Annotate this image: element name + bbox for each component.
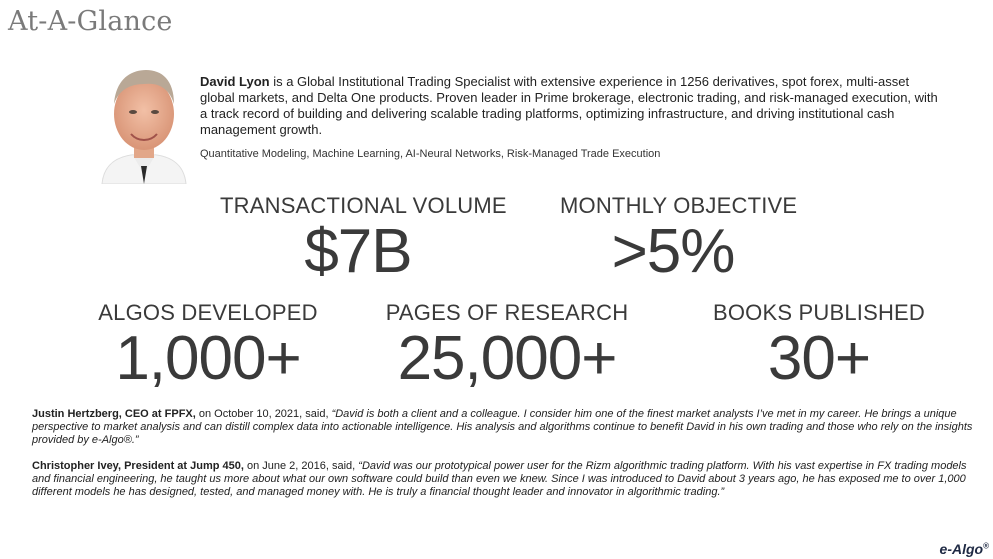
profile-name: David Lyon: [200, 74, 270, 89]
testimonial: [32, 460, 977, 499]
stat-value: 30+: [767, 324, 871, 393]
testimonial-intro: on October 10, 2021, said,: [195, 408, 332, 420]
stat-value: 1,000+: [115, 324, 301, 393]
expertise-tags: Quantitative Modeling, Machine Learning, AI-Neural Networks, Risk-Managed Trade Execution: [200, 148, 661, 160]
bio-paragraph: [200, 74, 940, 138]
stat-label: MONTHLY OBJECTIVE: [560, 193, 798, 218]
logo-mark: ®: [983, 541, 989, 551]
logo-text: e-Algo: [939, 541, 984, 557]
stat-label: ALGOS DEVELOPED: [98, 300, 318, 325]
stat-monthly-objective: [560, 193, 798, 286]
stat-algos-developed: [98, 300, 318, 392]
testimonial-quote: “David is both a client and a colleague. I consider him one of the finest market analysts I’ve met in my career. He brings a unique perspective to market analysis and can distill complex data into actionable intelligence. His analysis and algorithms continue to benefit David in his own trading and those who rely on the insights provided by e-Algo®.”: [32, 408, 973, 446]
profile-photo: [98, 62, 190, 184]
testimonial-intro: on June 2, 2016, said,: [243, 460, 359, 472]
stat-books-published: [712, 300, 926, 392]
stat-pages-of-research: [380, 300, 634, 392]
testimonial-author: Justin Hertzberg, CEO at FPFX,: [32, 408, 196, 420]
stat-value: >5%: [611, 217, 735, 286]
stat-label: TRANSACTIONAL VOLUME: [220, 193, 507, 218]
page-title: At-A-Glance: [8, 6, 173, 37]
stat-label: BOOKS PUBLISHED: [712, 300, 926, 325]
brand-logo: [940, 541, 989, 557]
testimonial-author: Christopher Ivey, President at Jump 450,: [32, 460, 244, 472]
testimonial-quote: “David was our prototypical power user for the Rizm algorithmic trading platform. With his vast expertise in FX trading models and financial engineering, he taught us more about what our own software could build than even we knew. Since I was introduced to David about 3 years ago, he has exposed me to over 1,000 different models he has designed, tested, and managed money with. He is truly a financial thought leader and innovator in algorithmic trading.”: [32, 460, 967, 498]
testimonial: [32, 408, 977, 447]
stat-transactional-volume: [220, 193, 507, 286]
bio-text: is a Global Institutional Trading Specialist with extensive experience in 1256 derivatives, spot forex, multi-asset global markets, and Delta One products. Proven leader in Prime brokerage, electronic trading, and risk-managed execution, with a track record of building and delivering scalable trading platforms, optimizing infrastructure, and driving institutional cash management growth.: [200, 74, 938, 137]
stat-value: 25,000+: [397, 324, 617, 393]
stat-value: $7B: [304, 217, 412, 286]
stat-label: PAGES OF RESEARCH: [385, 300, 629, 325]
